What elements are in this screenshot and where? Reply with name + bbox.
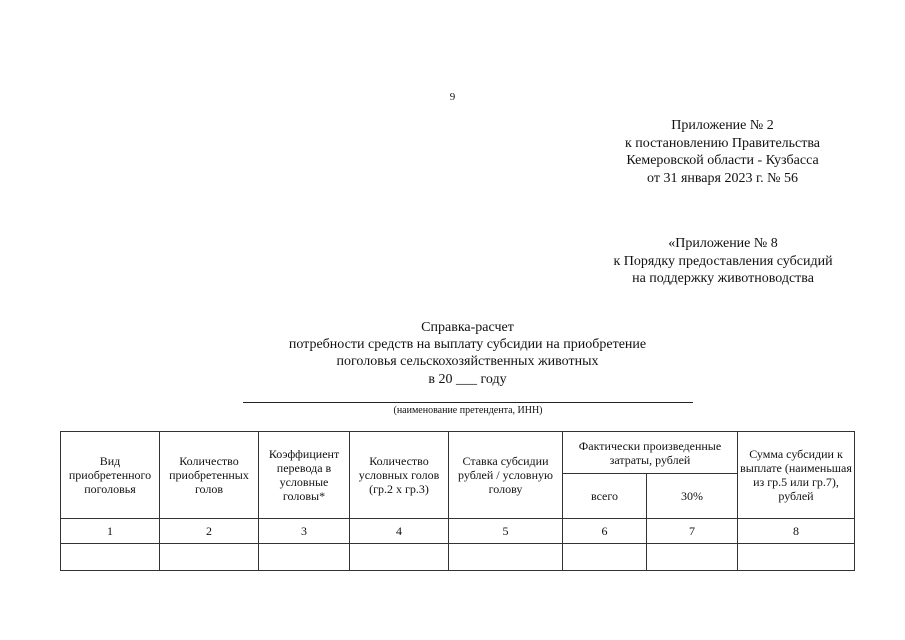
empty-cell [61,544,160,571]
appendix-header [600,117,845,187]
page-number: 9 [449,91,456,103]
appendix-line: от 31 января 2023 г. № 56 [647,170,798,186]
title-line: потребности средств на выплату субсидии на приобретение [288,337,647,353]
header-cell-coefficient: Коэффициент перевода в условные головы* [259,432,350,519]
table-header-row [61,432,855,474]
title-line: в 20 ___ году [428,371,507,387]
inner-appendix-line: к Порядку предоставления субсидий [613,253,833,269]
header-cell-count: Количество приобретенных голов [160,432,259,519]
header-cell-costs-group: Фактически произведенные затраты, рублей [563,432,738,474]
empty-cell [259,544,350,571]
header-cell-30-percent: 30% [647,474,738,519]
table-number-row [61,519,855,544]
title-line: Справка-расчет [421,320,514,335]
appendix-line: к постановлению Правительства [624,135,821,151]
header-cell-type: Вид приобретенного поголовья [61,432,160,519]
appendix-line: Кемеровской области - Кузбасса [626,153,819,168]
column-number-cell: 5 [449,519,563,544]
table-row [61,544,855,571]
applicant-name-line [243,402,693,403]
appendix-line: Приложение № 2 [671,118,774,133]
title-line: поголовья сельскохозяйственных животных [336,354,599,370]
empty-cell [350,544,449,571]
column-number-cell: 1 [61,519,160,544]
column-number-cell: 4 [350,519,449,544]
empty-cell [160,544,259,571]
column-number-cell: 6 [563,519,647,544]
inner-appendix-line: «Приложение № 8 [668,236,778,251]
calculation-table [60,431,855,571]
column-number-cell: 3 [259,519,350,544]
empty-cell [647,544,738,571]
document-title [0,319,905,388]
inner-appendix-line: на поддержку животноводства [632,271,814,286]
empty-cell [449,544,563,571]
header-cell-subsidy: Сумма субсидии к выплате (наименьшая из гр.5 или гр.7), рублей [738,432,855,519]
applicant-caption: (наименование претендента, ИНН) [393,405,543,416]
header-cell-conditional-count: Количество условных голов (гр.2 x гр.3) [350,432,449,519]
empty-cell [563,544,647,571]
column-number-cell: 8 [738,519,855,544]
column-number-cell: 2 [160,519,259,544]
empty-cell [738,544,855,571]
column-number-cell: 7 [647,519,738,544]
header-cell-total: всего [563,474,647,519]
header-cell-rate: Ставка субсидии рублей / условную голову [449,432,563,519]
inner-appendix-header [598,235,848,288]
